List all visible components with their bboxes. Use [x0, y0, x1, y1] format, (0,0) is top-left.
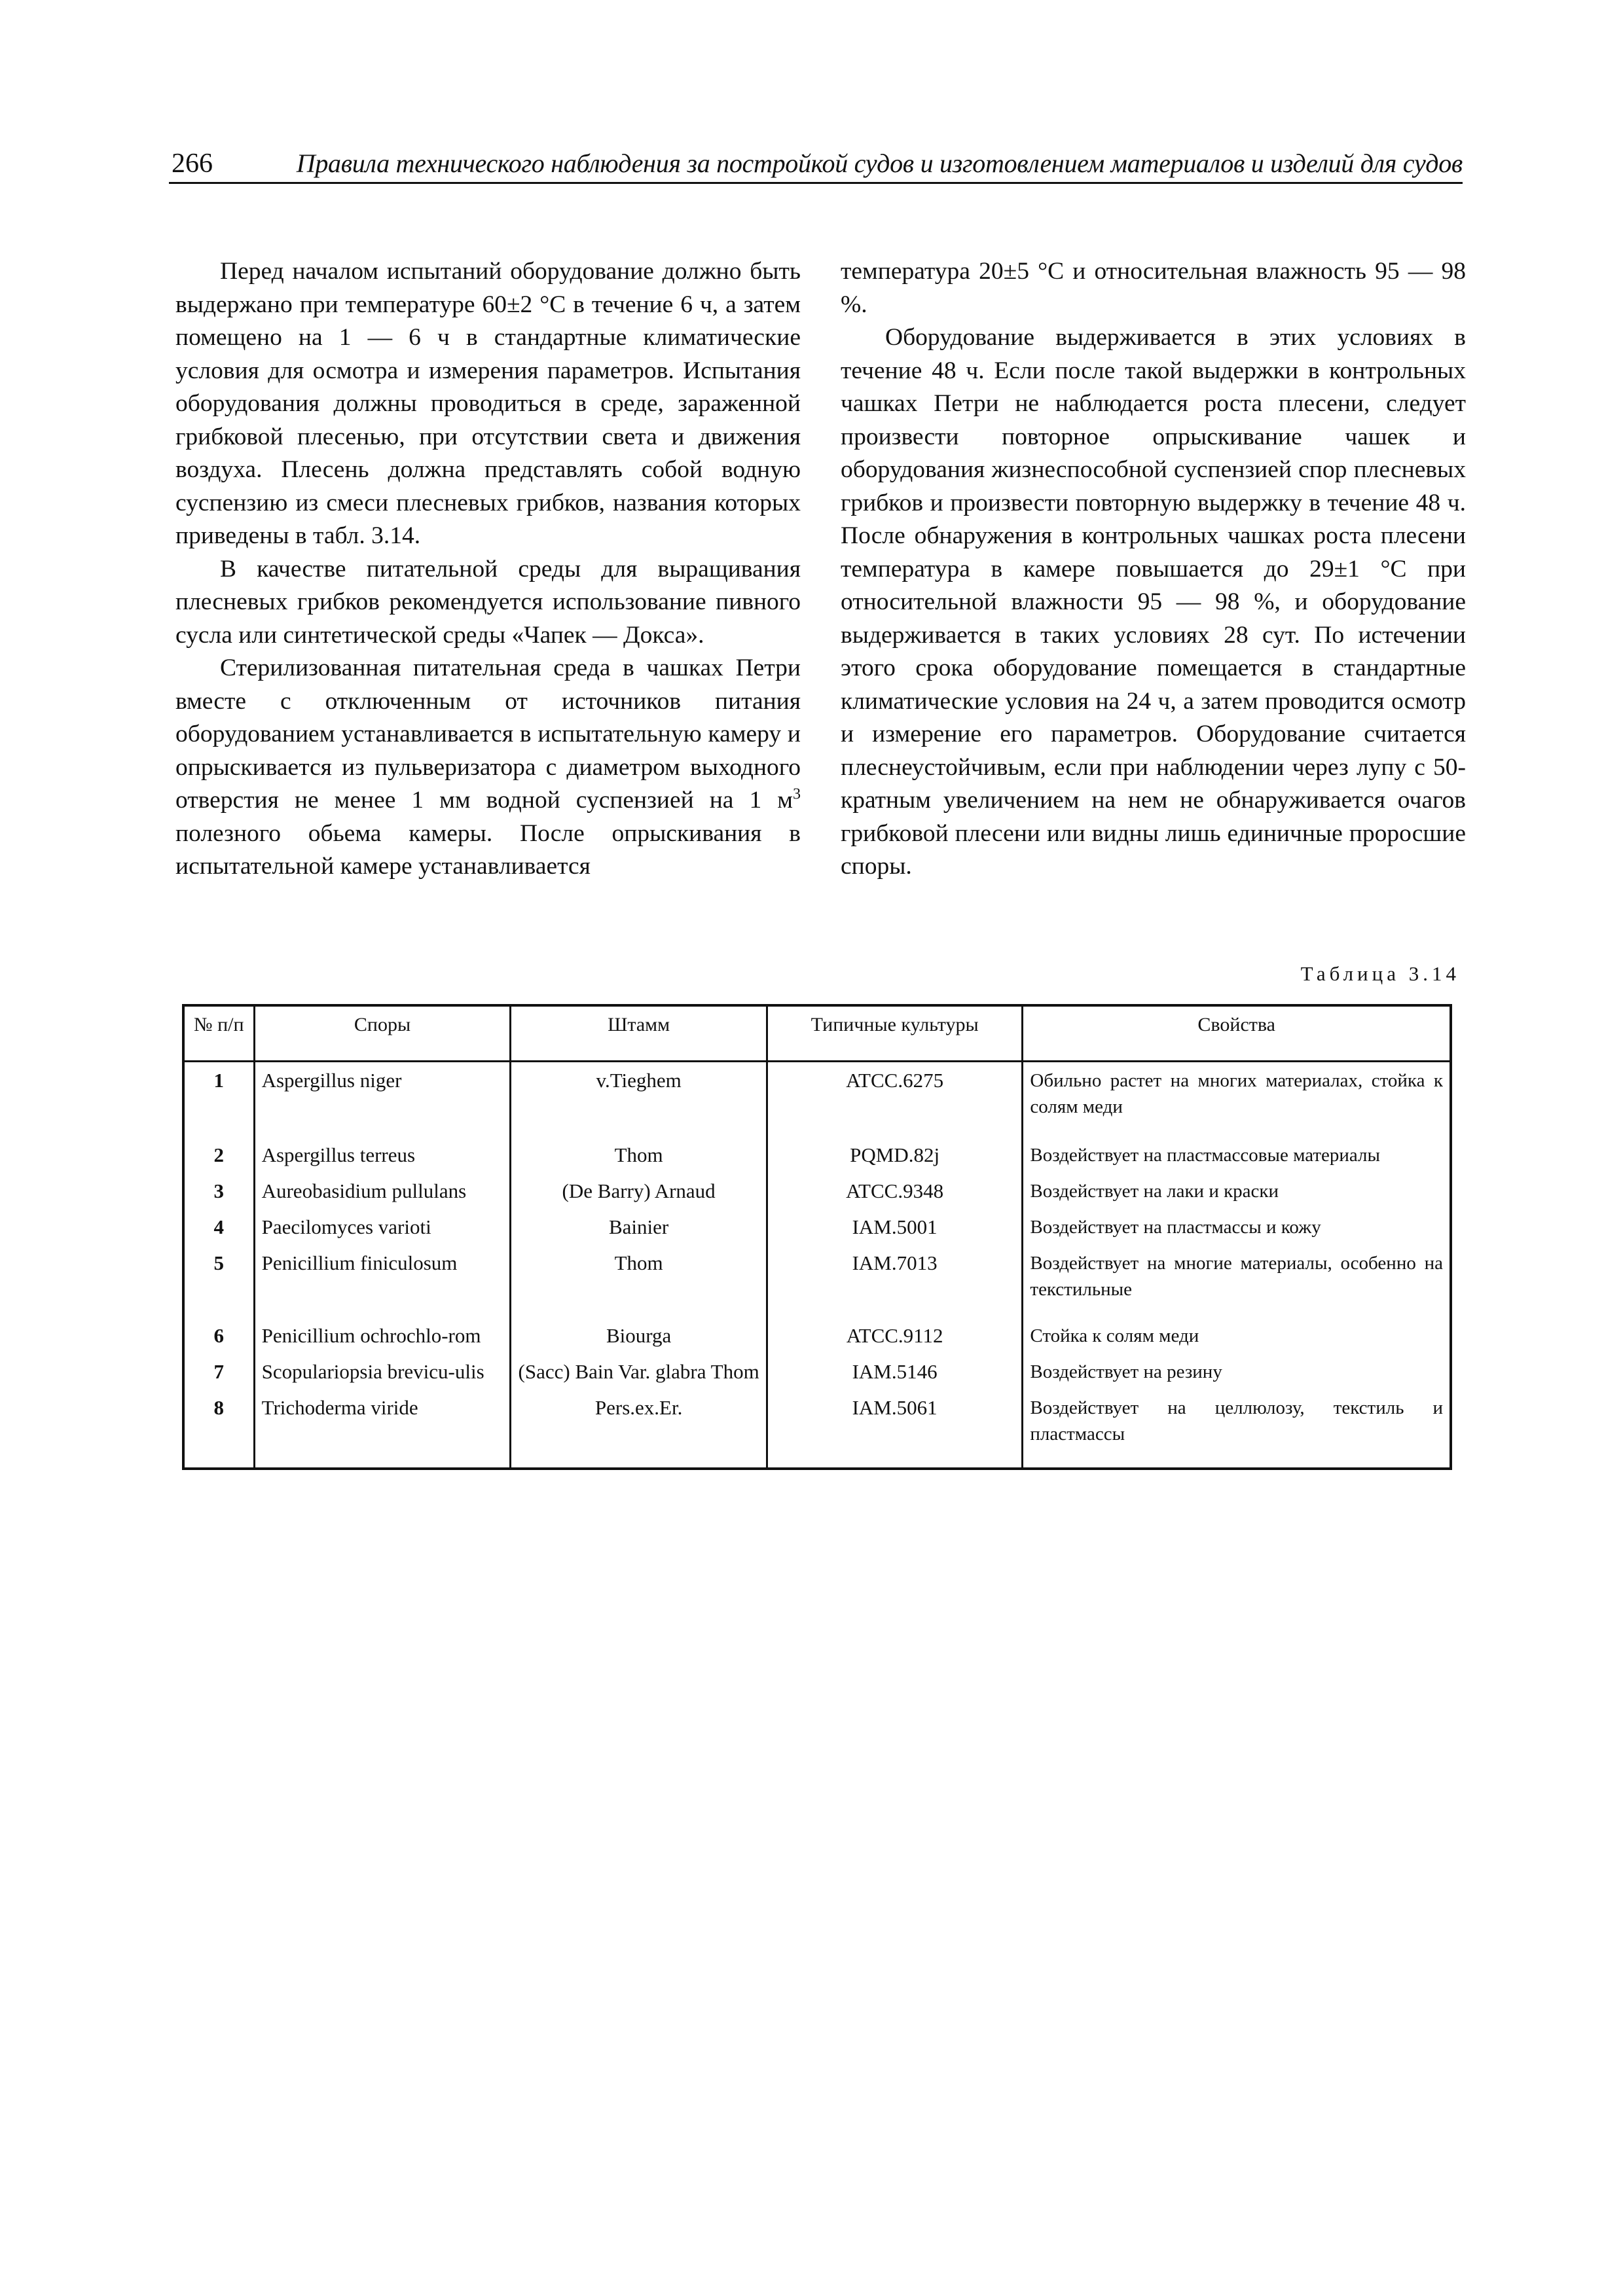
paragraph-text: Стерилизованная питательная среда в чашках Петри вместе с отключенным от источников питания оборудованием устанавливается в испытательную камеру и опрыскивается из пульверизатора с диаметром выходного отверстия не менее 1 мм водной суспензией на 1 м [175, 655, 801, 814]
spore-name: Penicillium ochrochlo-rom [254, 1323, 511, 1359]
typical-culture: IAM.5061 [767, 1395, 1023, 1467]
row-number: 2 [183, 1142, 254, 1178]
column-header: Типичные культуры [767, 1005, 1023, 1062]
table-header-row [183, 1005, 1451, 1062]
spore-name: Trichoderma viride [254, 1395, 511, 1467]
properties: Воздействует на резину [1023, 1359, 1451, 1395]
column-header: № п/п [183, 1005, 254, 1062]
empty-cell [1023, 1467, 1451, 1469]
paragraph-text: полезного обьема камеры. После опрыскивания в испытательной камере устанавливается [175, 819, 801, 880]
table-row [183, 1250, 1451, 1322]
strain: Thom [511, 1250, 767, 1322]
table-filler-row [183, 1467, 1451, 1469]
properties: Воздействует на пластмассы и кожу [1023, 1214, 1451, 1250]
table-row [183, 1359, 1451, 1395]
typical-culture: ATCC.9112 [767, 1323, 1023, 1359]
typical-culture: IAM.5001 [767, 1214, 1023, 1250]
properties: Воздействует на лаки и краски [1023, 1178, 1451, 1214]
strain: (Sacc) Bain Var. glabra Thom [511, 1359, 767, 1395]
row-number: 3 [183, 1178, 254, 1214]
column-header: Споры [254, 1005, 511, 1062]
properties: Воздействует на целлюлозу, текстиль и пластмассы [1023, 1395, 1451, 1467]
strain: v.Tieghem [511, 1062, 767, 1142]
column-header: Штамм [511, 1005, 767, 1062]
table-row [183, 1142, 1451, 1178]
table-row [183, 1395, 1451, 1467]
row-number: 8 [183, 1395, 254, 1467]
strain: (De Barry) Arnaud [511, 1178, 767, 1214]
strain: Biourga [511, 1323, 767, 1359]
strain: Pers.ex.Er. [511, 1395, 767, 1467]
spore-name: Aureobasidium pullulans [254, 1178, 511, 1214]
row-number: 4 [183, 1214, 254, 1250]
row-number: 7 [183, 1359, 254, 1395]
empty-cell [511, 1467, 767, 1469]
table-caption: Таблица 3.14 [1300, 962, 1460, 985]
paragraph [175, 652, 801, 884]
empty-cell [254, 1467, 511, 1469]
spore-name: Aspergillus terreus [254, 1142, 511, 1178]
spore-name: Scopulariopsia brevicu-ulis [254, 1359, 511, 1395]
typical-culture: PQMD.82j [767, 1142, 1023, 1178]
column-header: Свойства [1023, 1005, 1451, 1062]
typical-culture: IAM.7013 [767, 1250, 1023, 1322]
paragraph: Перед началом испытаний оборудование должно быть выдержано при температуре 60±2 °С в течение 6 ч, а затем помещено на 1 — 6 ч в стандартные климатические условия для осмотра и измерения параметров. Испытания оборудования должны проводиться в среде, зараженной грибковой плесенью, при отсутствии света и движения воздуха. Плесень должна представлять собой водную суспензию из смеси плесневых грибков, названия которых приведены в табл. 3.14. [175, 258, 801, 549]
row-number: 1 [183, 1062, 254, 1142]
properties: Воздействует на многие материалы, особенно на текстильные [1023, 1250, 1451, 1322]
table-row [183, 1214, 1451, 1250]
left-column [175, 255, 801, 884]
right-column [841, 255, 1466, 884]
running-title: Правила технического наблюдения за постройкой судов и изготовлением материалов и изделий для судов [296, 149, 1463, 178]
spores-table [182, 1004, 1452, 1470]
strain: Thom [511, 1142, 767, 1178]
paragraph: В качестве питательной среды для выращивания плесневых грибков рекомендуется использование пивного сусла или синтетической среды «Чапек — Докса». [175, 555, 801, 649]
properties: Стойка к солям меди [1023, 1323, 1451, 1359]
empty-cell [183, 1467, 254, 1469]
spore-name: Paecilomyces varioti [254, 1214, 511, 1250]
empty-cell [767, 1467, 1023, 1469]
paragraph: Оборудование выдерживается в этих условиях в течение 48 ч. Если после такой выдержки в контрольных чашках Петри не наблюдается роста плесени, следует произвести повторное опрыскивание чашек и оборудования жизнеспособной суспензией спор плесневых грибков и произвести повторную выдержку в течение 48 ч. После обнаружения в контрольных чашках роста плесени температура в камере повышается до 29±1 °С при относительной влажности 95 — 98 %, и оборудование выдерживается в таких условиях 28 сут. По истечении этого срока оборудование помещается в стандартные климатические условия на 24 ч, а затем проводится осмотр и измерение его параметров. Оборудование считается плеснеустойчивым, если при наблюдении через лупу с 50-кратным увеличением на нем не обнаруживается очагов грибковой плесени или видны лишь единичные проросшие споры. [841, 324, 1466, 880]
paragraph: температура 20±5 °С и относительная влажность 95 — 98 %. [841, 258, 1466, 318]
table-row [183, 1062, 1451, 1142]
spore-name: Penicillium finiculosum [254, 1250, 511, 1322]
page-header [169, 145, 1463, 184]
row-number: 5 [183, 1250, 254, 1322]
table-row [183, 1323, 1451, 1359]
row-number: 6 [183, 1323, 254, 1359]
properties: Воздействует на пластмассовые материалы [1023, 1142, 1451, 1178]
superscript: 3 [793, 785, 801, 803]
properties: Обильно растет на многих материалах, стойка к солям меди [1023, 1062, 1451, 1142]
table-row [183, 1178, 1451, 1214]
typical-culture: ATCC.9348 [767, 1178, 1023, 1214]
typical-culture: ATCC.6275 [767, 1062, 1023, 1142]
page-number: 266 [172, 149, 213, 179]
strain: Bainier [511, 1214, 767, 1250]
typical-culture: IAM.5146 [767, 1359, 1023, 1395]
spore-name: Aspergillus niger [254, 1062, 511, 1142]
